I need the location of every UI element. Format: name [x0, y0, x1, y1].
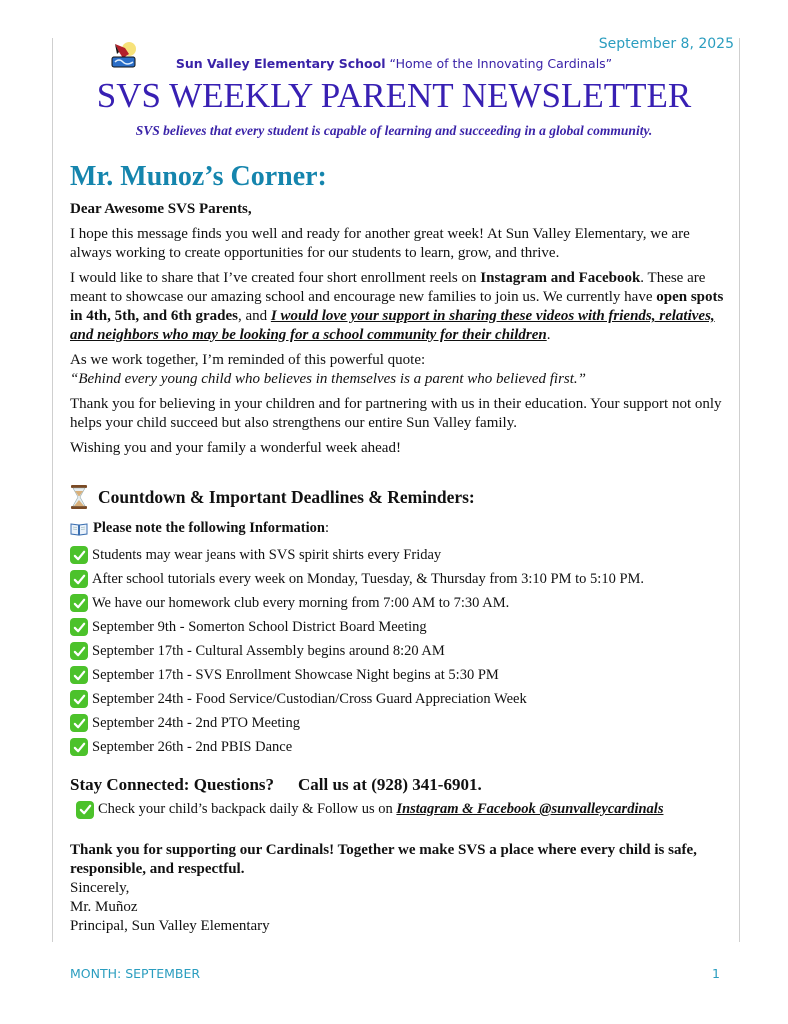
open-spots: open spots in 4th, 5th, and 6th grades [70, 289, 724, 324]
hourglass-icon [70, 485, 88, 509]
paragraph-wishes: Wishing you and your family a wonderful week ahead! [70, 440, 401, 456]
social-media-link[interactable]: Instagram & Facebook @sunvalleycardinals [396, 801, 664, 817]
list-item [70, 543, 730, 567]
list-item-text: We have our homework club every morning from 7:00 AM to 7:30 AM. [92, 594, 510, 611]
questions-label: Stay Connected: Questions? [70, 775, 275, 794]
list-item-text: September 17th - SVS Enrollment Showcase Night begins at 5:30 PM [92, 666, 499, 683]
check-mark-icon [76, 801, 94, 819]
list-item-text: September 24th - 2nd PTO Meeting [92, 714, 300, 731]
closing-sincerely: Sincerely, [70, 880, 130, 896]
check-mark-icon [70, 546, 88, 564]
school-name-line [0, 56, 788, 71]
phone-call-text: Call us at (928) 341-6901. [298, 775, 482, 794]
follow-text: Check your child’s backpack daily & Follow us on [98, 801, 397, 817]
list-item [70, 735, 730, 759]
text: . These are meant to showcase our amazing school and encourage new families to join us. We currently have [70, 270, 706, 305]
paragraph-thanks: Thank you for believing in your children and for partnering with us in their education. Your support not only helps your child succeed but also strengthens our entire Sun Valley family. [70, 396, 722, 431]
text: , and [237, 308, 271, 324]
paragraph-enrollment [70, 269, 730, 345]
list-item-text: September 9th - Somerton School District Board Meeting [92, 618, 427, 635]
list-item [70, 663, 730, 687]
info-label: Please note the following Information [93, 520, 325, 536]
footer-month: MONTH: SEPTEMBER [70, 966, 201, 981]
check-mark-icon [70, 690, 88, 708]
open-book-icon [70, 522, 88, 536]
list-item [70, 615, 730, 639]
list-item-text: Students may wear jeans with SVS spirit shirts every Friday [92, 546, 442, 563]
corner-title: Mr. Munoz’s Corner: [70, 161, 327, 192]
closing-thanks: Thank you for supporting our Cardinals! Together we make SVS a place where every child is safe, responsible, and respectful. [70, 842, 697, 877]
check-mark-icon [70, 738, 88, 756]
list-item-text: September 24th - Food Service/Custodian/Cross Guard Appreciation Week [92, 690, 527, 707]
newsletter-title: SVS WEEKLY PARENT NEWSLETTER [96, 76, 692, 115]
list-item [70, 711, 730, 735]
signature-role: Principal, Sun Valley Elementary [70, 918, 270, 934]
check-mark-icon [70, 594, 88, 612]
quote-intro: As we work together, I’m reminded of this powerful quote: [70, 352, 426, 368]
newsletter-date: September 8, 2025 [598, 36, 734, 52]
check-mark-icon [70, 714, 88, 732]
school-motto: “Home of the Innovating Cardinals” [385, 56, 613, 71]
list-item [70, 639, 730, 663]
check-mark-icon [70, 666, 88, 684]
share-request: I would love your support in sharing these videos with friends, relatives, and neighbors who may be looking for a school community for their children [70, 308, 715, 343]
mission-statement: SVS believes that every student is capable of learning and succeeding in a global community. [135, 123, 653, 138]
list-item [70, 687, 730, 711]
greeting: Dear Awesome SVS Parents, [70, 201, 252, 217]
stay-connected-line [70, 775, 730, 794]
list-item-text: September 17th - Cultural Assembly begins around 8:20 AM [92, 642, 445, 659]
reminders-title: Countdown & Important Deadlines & Reminders: [98, 486, 475, 507]
info-label-line [70, 519, 730, 538]
list-item [70, 591, 730, 615]
paragraph-quote [70, 351, 730, 389]
follow-line [70, 800, 730, 819]
check-mark-icon [70, 642, 88, 660]
footer-page-number: 1 [712, 966, 720, 981]
social-platforms: Instagram and Facebook [480, 270, 641, 286]
list-item-text: September 26th - 2nd PBIS Dance [92, 738, 293, 755]
reminder-list [70, 543, 730, 759]
closing-block [70, 841, 730, 936]
text: I would like to share that I’ve created four short enrollment reels on [70, 270, 481, 286]
list-item-text: After school tutorials every week on Monday, Tuesday, & Thursday from 3:10 PM to 5:10 PM. [92, 570, 645, 587]
check-mark-icon [70, 570, 88, 588]
text: . [546, 327, 551, 343]
school-name: Sun Valley Elementary School [175, 56, 386, 71]
signature-name: Mr. Muñoz [70, 899, 138, 915]
reminders-heading [70, 485, 730, 509]
newsletter-body [70, 160, 730, 936]
quote: “Behind every young child who believes in themselves is a parent who believed first.” [70, 371, 586, 387]
check-mark-icon [70, 618, 88, 636]
info-colon: : [324, 520, 330, 536]
list-item [70, 567, 730, 591]
paragraph-intro: I hope this message finds you well and ready for another great week! At Sun Valley Elementary, we are always working to create opportunities for our students to learn, grow, and thrive. [70, 226, 690, 261]
